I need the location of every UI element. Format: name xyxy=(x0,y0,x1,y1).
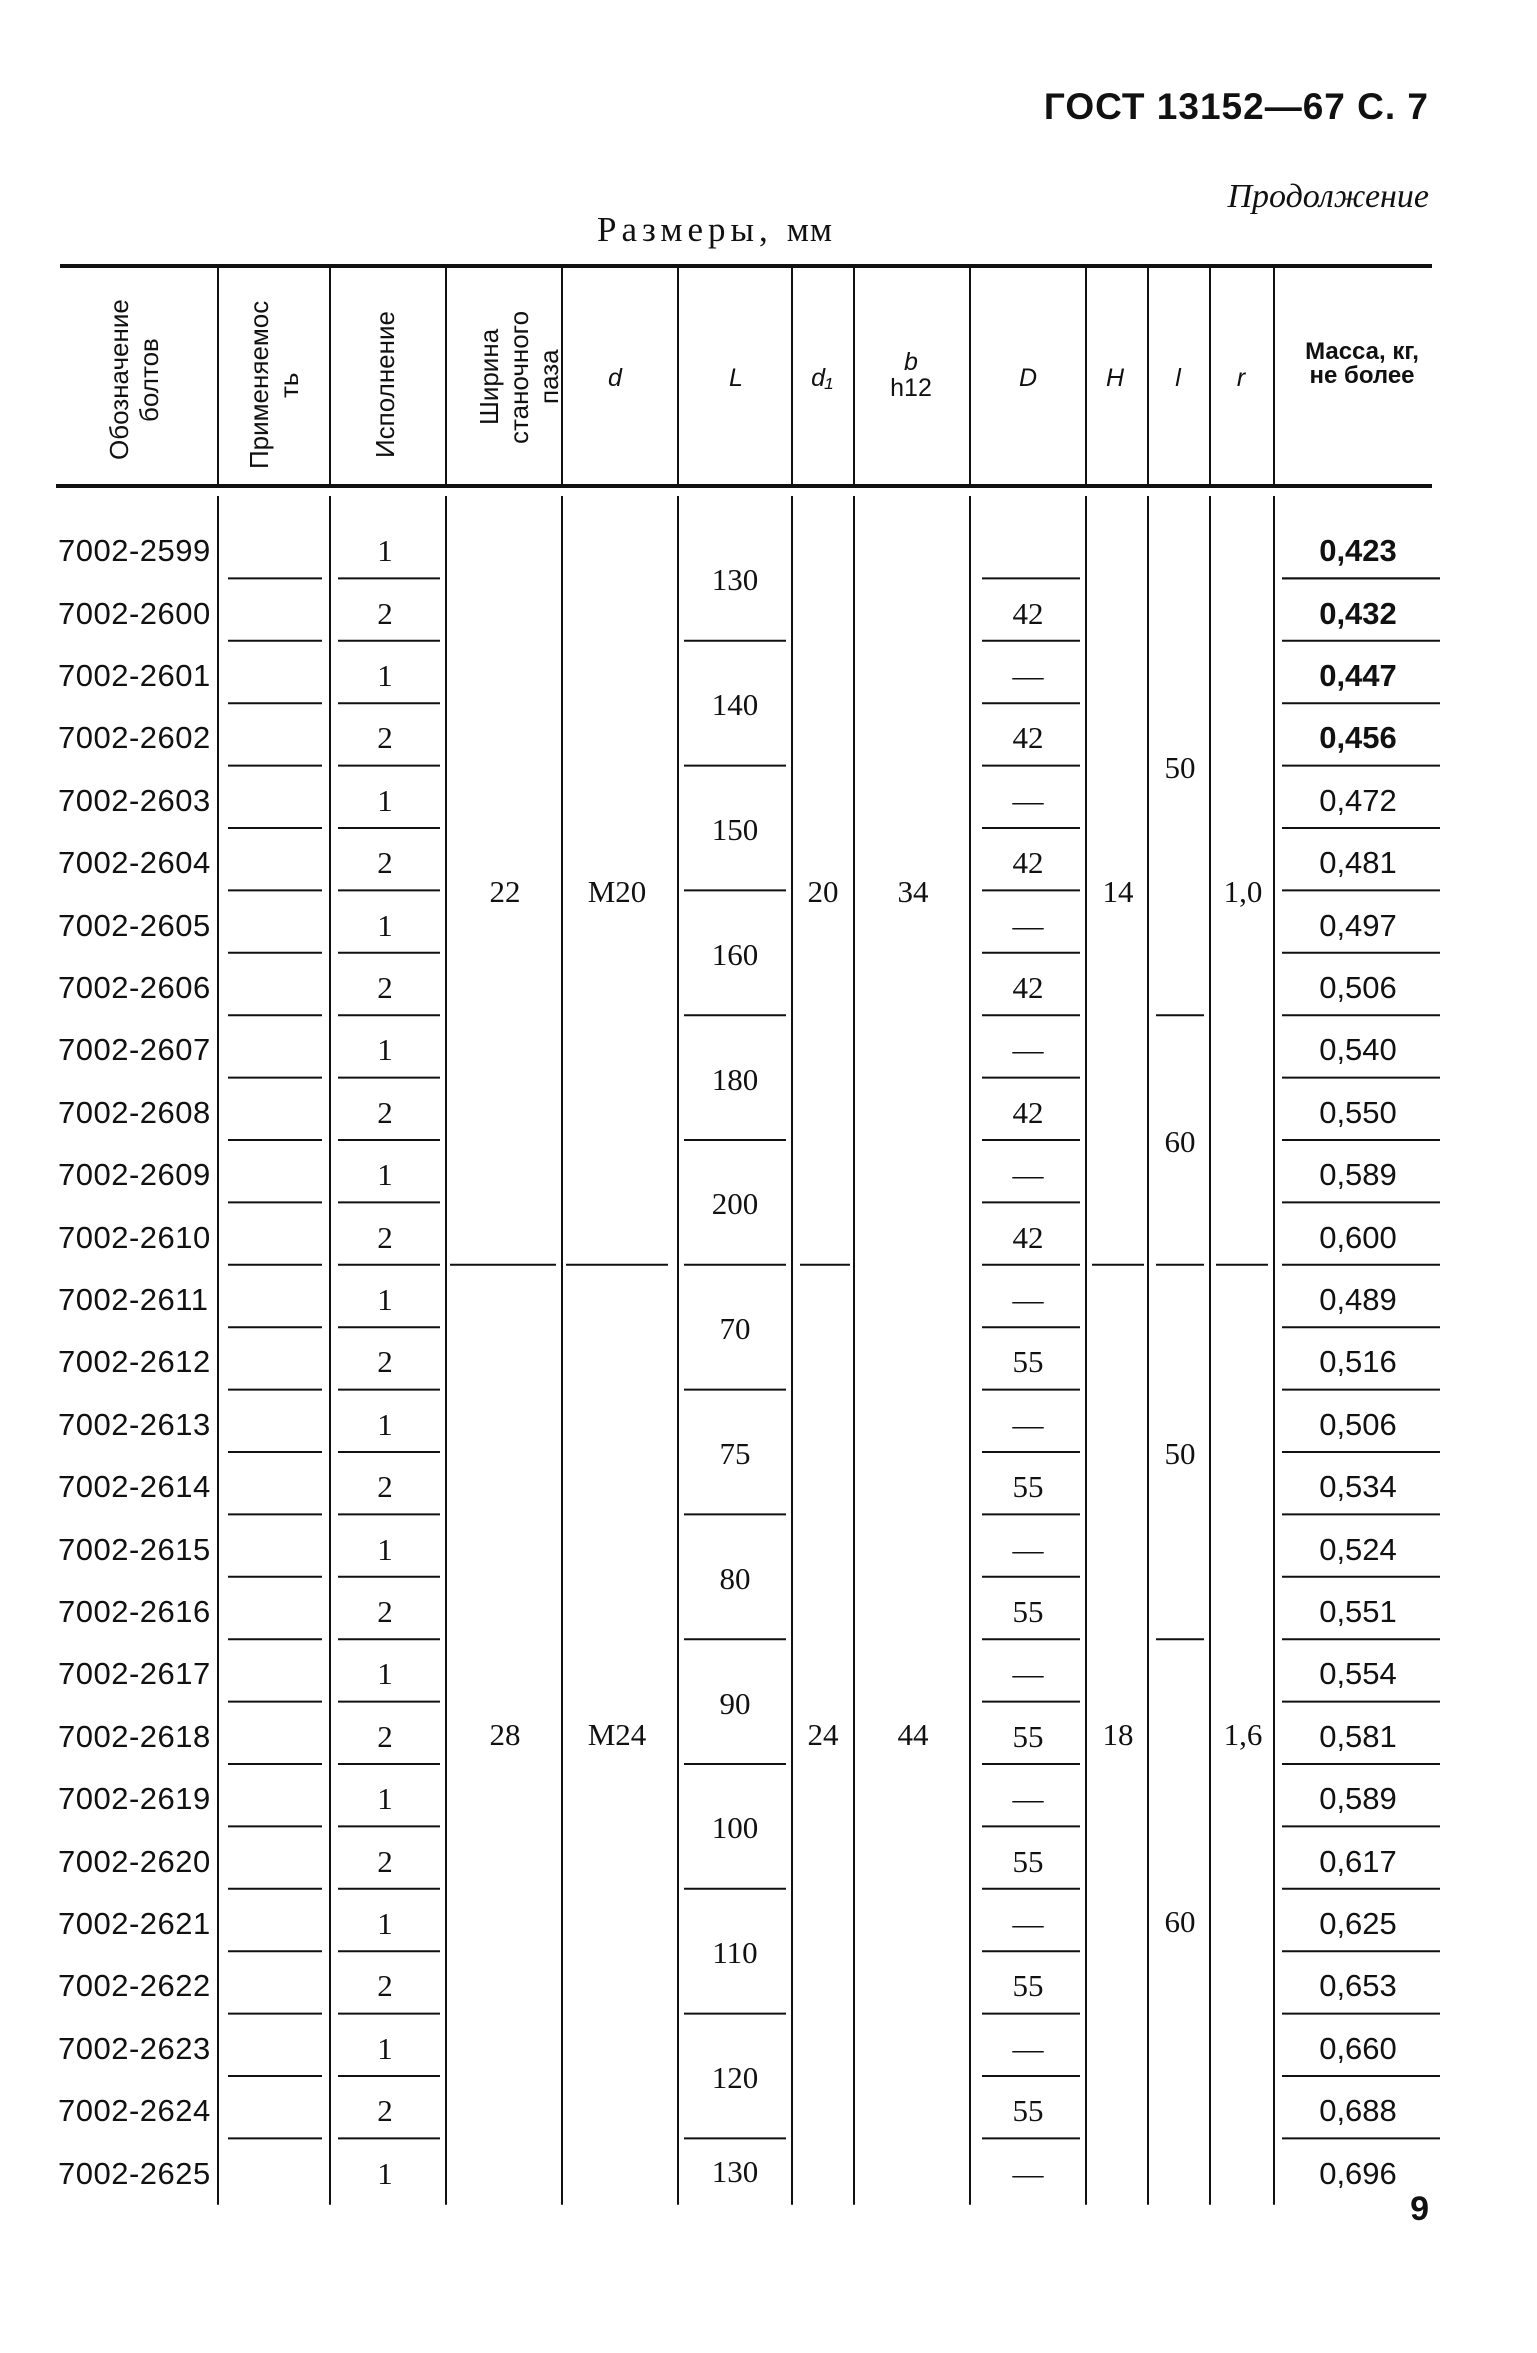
mass-cell: 0,581 xyxy=(1319,1718,1397,1754)
slot-width-cell: 22 xyxy=(489,874,521,910)
mass-cell: 0,432 xyxy=(1319,595,1397,631)
L-cell: 70 xyxy=(719,1311,751,1347)
bolt-designation: 7002-2624 xyxy=(58,2093,211,2129)
continuation-label: Продолжение xyxy=(1227,178,1429,215)
bolt-designation: 7002-2616 xyxy=(58,1594,211,1629)
L-cell: 120 xyxy=(711,2060,759,2095)
col-header-slot-width: Ширина станочного паза xyxy=(474,310,564,444)
mass-cell: 0,554 xyxy=(1319,1656,1397,1692)
mass-cell: 0,589 xyxy=(1319,1157,1397,1193)
version-cell: 1 xyxy=(377,1032,393,1068)
col-header-r: r xyxy=(1236,364,1246,392)
H-cell: 14 xyxy=(1102,874,1134,910)
bolt-designation: 7002-2614 xyxy=(58,1469,211,1505)
mass-cell: 0,516 xyxy=(1319,1344,1397,1380)
mass-cell: 0,472 xyxy=(1319,782,1397,818)
mass-cell: 0,506 xyxy=(1319,1406,1397,1442)
D-cell: 42 xyxy=(1012,1094,1044,1130)
mass-cell: 0,551 xyxy=(1319,1594,1397,1629)
mass-cell: 0,524 xyxy=(1319,1531,1397,1567)
bolt-designation: 7002-2615 xyxy=(58,1531,211,1567)
L-cell: 80 xyxy=(719,1560,751,1596)
D-cell: 55 xyxy=(1012,1718,1044,1754)
bolt-designation: 7002-2621 xyxy=(58,1906,211,1941)
document-reference: ГОСТ 13152—67 С. 7 xyxy=(1043,86,1429,127)
l-cell: 60 xyxy=(1164,1904,1196,1939)
D-cell: 55 xyxy=(1012,1843,1044,1879)
mass-cell: 0,423 xyxy=(1319,533,1397,569)
version-cell: 1 xyxy=(377,1406,393,1442)
mass-cell: 0,456 xyxy=(1319,720,1397,756)
bolt-designation: 7002-2611 xyxy=(58,1282,209,1317)
version-cell: 2 xyxy=(377,1718,393,1754)
L-cell: 110 xyxy=(712,1935,758,1971)
mass-cell: 0,625 xyxy=(1319,1906,1397,1941)
D-cell: — xyxy=(1012,907,1044,943)
L-cell: 180 xyxy=(711,1061,759,1097)
version-cell: 2 xyxy=(377,970,393,1005)
L-cell: 200 xyxy=(711,1186,759,1222)
D-cell: — xyxy=(1012,1781,1044,1817)
bolt-designation: 7002-2610 xyxy=(58,1219,211,1255)
version-cell: 2 xyxy=(377,2093,393,2129)
version-cell: 1 xyxy=(377,1656,393,1692)
b-cell: 44 xyxy=(897,1716,929,1752)
bolt-designation: 7002-2599 xyxy=(58,533,211,569)
L-cell: 90 xyxy=(719,1685,751,1721)
mass-cell: 0,688 xyxy=(1319,2093,1397,2129)
bolt-designation: 7002-2620 xyxy=(58,1843,211,1879)
version-cell: 1 xyxy=(377,2030,393,2066)
r-cell: 1,0 xyxy=(1223,874,1263,910)
mass-cell: 0,696 xyxy=(1319,2155,1397,2191)
version-cell: 2 xyxy=(377,1594,393,1629)
D-cell: 42 xyxy=(1012,1219,1044,1255)
D-cell: — xyxy=(1012,1032,1044,1068)
version-cell: 1 xyxy=(377,1157,393,1193)
mass-cell: 0,660 xyxy=(1319,2030,1397,2066)
d1-cell: 24 xyxy=(807,1716,839,1752)
D-cell: — xyxy=(1012,1531,1044,1567)
version-cell: 1 xyxy=(377,1282,393,1317)
version-cell: 2 xyxy=(377,720,393,756)
version-cell: 1 xyxy=(377,1531,393,1567)
version-cell: 1 xyxy=(377,1906,393,1941)
version-cell: 1 xyxy=(377,1781,393,1817)
bolt-designation: 7002-2604 xyxy=(58,845,211,881)
bolt-designation: 7002-2607 xyxy=(58,1032,211,1068)
D-cell: 55 xyxy=(1012,2093,1044,2129)
bolt-designation: 7002-2613 xyxy=(58,1406,211,1442)
mass-cell: 0,617 xyxy=(1319,1843,1397,1879)
l-cell: 60 xyxy=(1164,1124,1196,1159)
L-cell: 150 xyxy=(711,812,759,847)
D-cell: — xyxy=(1012,2155,1044,2191)
mass-cell: 0,497 xyxy=(1319,907,1397,943)
bolt-designation: 7002-2618 xyxy=(58,1718,211,1754)
version-cell: 1 xyxy=(377,533,393,569)
col-header-l: l xyxy=(1175,364,1181,392)
d1-cell: 20 xyxy=(807,874,839,910)
D-cell: — xyxy=(1012,658,1044,693)
mass-cell: 0,540 xyxy=(1319,1032,1397,1068)
bolt-designation: 7002-2609 xyxy=(58,1157,211,1193)
bolt-designation: 7002-2601 xyxy=(58,658,211,693)
L-cell: 140 xyxy=(711,687,759,723)
r-cell: 1,6 xyxy=(1223,1716,1263,1752)
L-cell: 100 xyxy=(711,1810,759,1846)
mass-cell: 0,481 xyxy=(1319,845,1397,881)
bolt-designation: 7002-2602 xyxy=(58,720,211,756)
D-cell: 42 xyxy=(1012,595,1044,631)
version-cell: 1 xyxy=(377,658,393,693)
bolt-designation: 7002-2622 xyxy=(58,1968,211,2004)
mass-cell: 0,489 xyxy=(1319,1282,1397,1317)
bolt-designation: 7002-2619 xyxy=(58,1781,211,1817)
caption-text: Размеры, xyxy=(597,210,773,249)
D-cell: 55 xyxy=(1012,1344,1044,1380)
mass-cell: 0,589 xyxy=(1319,1781,1397,1817)
D-cell: 55 xyxy=(1012,1968,1044,2004)
D-cell: — xyxy=(1012,1157,1044,1193)
bolt-designation: 7002-2605 xyxy=(58,907,211,943)
col-header-version: Исполнение xyxy=(370,311,400,459)
mass-cell: 0,550 xyxy=(1319,1094,1397,1130)
d-cell: M20 xyxy=(587,874,647,910)
D-cell: 55 xyxy=(1012,1594,1044,1629)
bolt-designation: 7002-2617 xyxy=(58,1656,211,1692)
mass-cell: 0,447 xyxy=(1319,658,1397,693)
bolt-designation: 7002-2608 xyxy=(58,1094,211,1130)
col-header-b: b xyxy=(904,348,918,376)
col-header-d1: d₁ xyxy=(811,364,833,392)
L-cell: 130 xyxy=(711,2153,759,2189)
mass-cell: 0,506 xyxy=(1319,970,1397,1005)
D-cell: — xyxy=(1012,1906,1044,1941)
b-cell: 34 xyxy=(897,874,929,910)
version-cell: 2 xyxy=(377,1219,393,1255)
col-header-L: L xyxy=(729,364,743,392)
bolt-designation: 7002-2612 xyxy=(58,1344,211,1380)
col-header-mass: Масса, кг, не более xyxy=(1305,338,1419,389)
D-cell: 42 xyxy=(1012,845,1044,881)
version-cell: 1 xyxy=(377,2155,393,2191)
version-cell: 2 xyxy=(377,1968,393,2004)
version-cell: 2 xyxy=(377,1469,393,1505)
L-cell: 75 xyxy=(719,1436,751,1471)
D-cell: 42 xyxy=(1012,970,1044,1005)
bolt-designation: 7002-2606 xyxy=(58,970,211,1005)
col-header-H: H xyxy=(1105,364,1125,392)
version-cell: 2 xyxy=(377,595,393,631)
l-cell: 50 xyxy=(1164,1436,1196,1471)
caption-unit: мм xyxy=(786,210,834,249)
col-header-d: d xyxy=(608,364,622,392)
bolt-designation: 7002-2623 xyxy=(58,2030,211,2066)
version-cell: 1 xyxy=(377,782,393,818)
mass-cell: 0,653 xyxy=(1319,1968,1397,2004)
D-cell: — xyxy=(1012,1406,1044,1442)
version-cell: 2 xyxy=(377,1094,393,1130)
bolt-designation: 7002-2625 xyxy=(58,2155,211,2191)
col-header-D: D xyxy=(1018,364,1038,392)
version-cell: 2 xyxy=(377,1344,393,1380)
version-cell: 1 xyxy=(377,907,393,943)
slot-width-cell: 28 xyxy=(489,1716,521,1752)
D-cell: — xyxy=(1012,1656,1044,1692)
col-header-designation: Обозначение болтов xyxy=(104,299,164,461)
mass-cell: 0,534 xyxy=(1319,1469,1397,1505)
D-cell: — xyxy=(1012,2030,1044,2066)
bolt-designation: 7002-2603 xyxy=(58,782,211,818)
version-cell: 2 xyxy=(377,845,393,881)
D-cell: — xyxy=(1012,1282,1044,1317)
l-cell: 50 xyxy=(1164,749,1196,785)
L-cell: 160 xyxy=(711,936,759,972)
version-cell: 2 xyxy=(377,1843,393,1879)
D-cell: 55 xyxy=(1012,1469,1044,1505)
mass-cell: 0,600 xyxy=(1319,1219,1397,1255)
col-header-applicability: Применяемость xyxy=(244,300,304,470)
bolt-designation: 7002-2600 xyxy=(58,595,211,631)
H-cell: 18 xyxy=(1102,1716,1134,1752)
D-cell: 42 xyxy=(1012,720,1044,756)
col-header-b-tolerance: h12 xyxy=(890,374,932,402)
D-cell: — xyxy=(1012,782,1044,818)
L-cell: 130 xyxy=(711,562,759,598)
page-number: 9 xyxy=(1410,2190,1429,2228)
d-cell: M24 xyxy=(587,1716,647,1752)
